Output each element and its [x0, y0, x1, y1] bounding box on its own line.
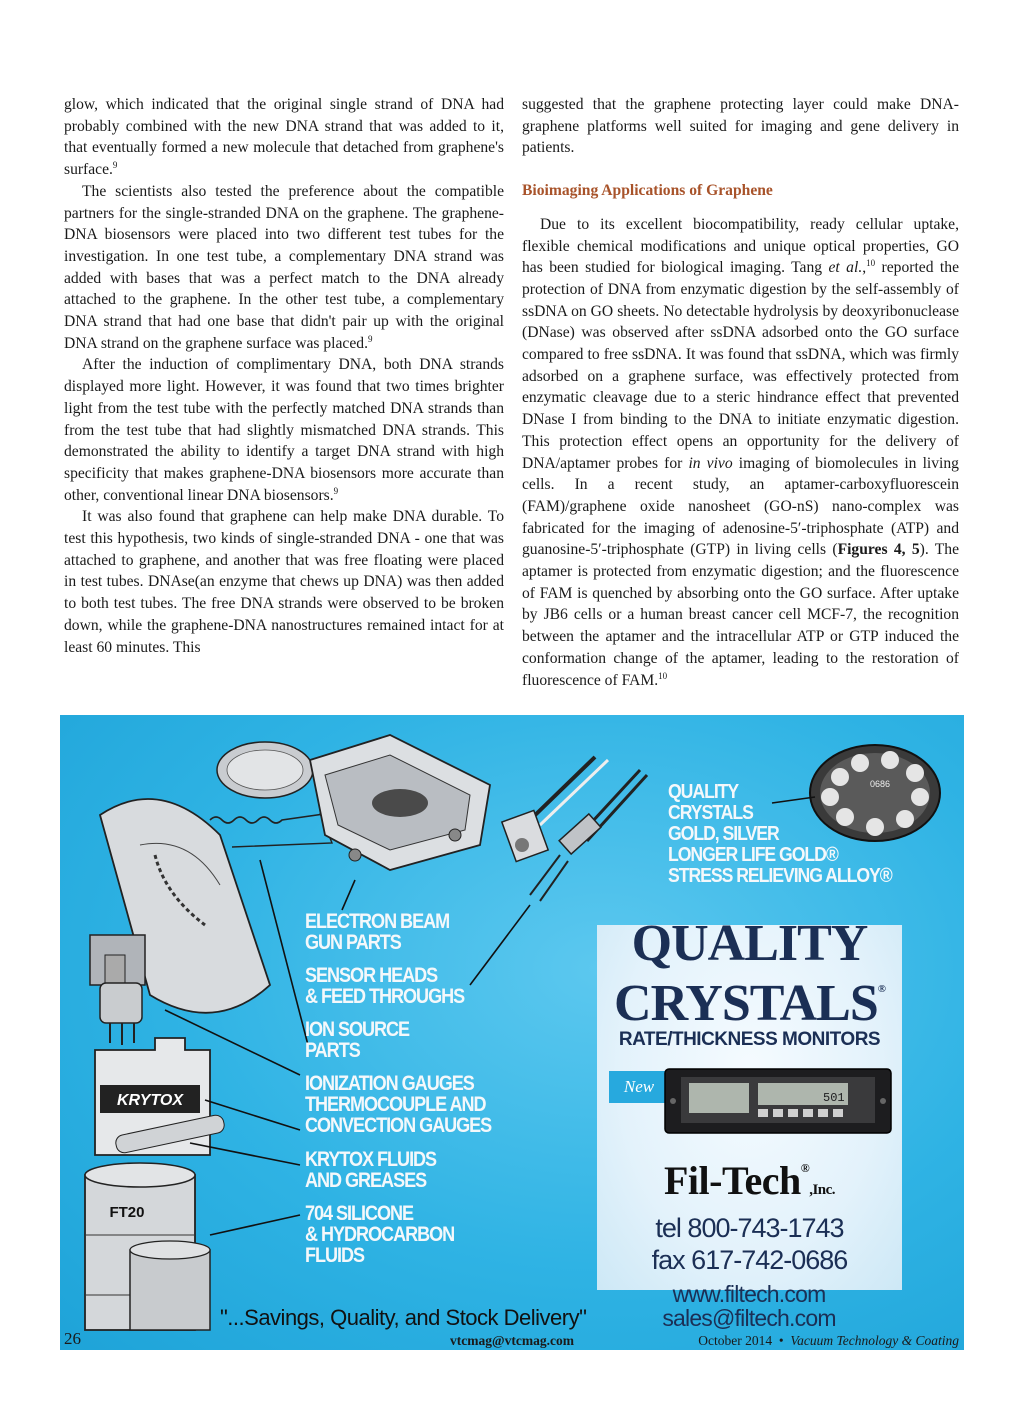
- page-number: 26: [64, 1329, 81, 1348]
- sensor-code-text: 0686: [869, 779, 891, 789]
- ad-product-panel: [597, 915, 902, 1290]
- contact-email[interactable]: sales@filtech.com: [662, 1305, 836, 1331]
- quality-crystals-list: [668, 781, 928, 886]
- paragraph: It was also found that graphene can help make DNA durable. To test this hypothesis, two kinds of single-stranded DNA - one that was attached to graphene, and another that was free floating were placed in test tubes. DNAse(an enzyme that chews up DNA) was then added to both test tubes. The free DNA strands were observed to be broken down, while the graphene-DNA nanostructures remained intact for at least 60 minutes. This: [64, 508, 504, 656]
- website-url[interactable]: www.filtech.com: [672, 1281, 826, 1307]
- paragraph: Due to its excellent biocompatibility, ready cellular uptake, flexible chemical modifications and unique optical properties, GO has been studied for biological imaging. Tang et al.,$^{10}$ reported the protection of DNA from enzymatic digestion by the self-assembly of ssDNA on GO sheets. No detectable hydrolysis by deoxyribonuclease (DNase) was observed after ssDNA adsorbed onto the GO surface compared to free ssDNA. It was found that ssDNA, which was firmly adsorbed on a graphene surface, was effectively protected from enzymatic cleavage due to a steric hindrance effect that prevented DNase I from binding to the DNA to initiate enzymatic digestion. This protection effect opens an opportunity for the delivery of DNA/aptamer probes for in vivo imaging of biomolecules in living cells. In a recent study, an aptamer-carboxyfluorescein (FAM)/graphene oxide nanosheet (GO-nS) nano-complex was fabricated for the imaging of adenosine-5′-triphosphate (ATP) and guanosine-5′-triphosphate (GTP) in living cells (Figures 4, 5). The aptamer is protected from enzymatic digestion; and the fluorescence of FAM is quenched by absorbing onto the GO surface. After uptake by JB6 cells or a human breast cancer cell MCF-7, the recognition between the aptamer and the intracellular ATP or GTP induced the conformation change of the aptamer, leading to the restoration of fluorescence of FAM.$^{10}$: [522, 215, 960, 689]
- electron-beam-gun-icon: [310, 735, 490, 870]
- citation-ref: 10: [866, 258, 876, 269]
- feature-ion-source: ION SOURCE PARTS: [305, 1018, 410, 1062]
- target-disc-icon: [217, 742, 313, 798]
- product-line: STRESS RELIEVING ALLOY®: [668, 864, 892, 887]
- product-line: LONGER LIFE GOLD®: [668, 843, 838, 866]
- headline-crystals: CRYSTALS®: [614, 975, 885, 1032]
- sensor-head-icon: [502, 757, 608, 862]
- feature-electron-beam: ELECTRON BEAM GUN PARTS: [305, 910, 450, 954]
- product-line: CRYSTALS: [668, 801, 753, 824]
- feature-krytox: KRYTOX FLUIDS AND GREASES: [305, 1148, 437, 1192]
- left-column: [64, 94, 504, 658]
- footer-email[interactable]: vtcmag@vtcmag.com: [450, 1333, 574, 1348]
- citation-ref: 9: [112, 159, 118, 170]
- paragraph: The scientists also tested the preference about the compatible partners for the single-stranded DNA on the graphene. The graphene-DNA biosensors were placed into two different test tubes for the investigation. In one test tube, a complementary DNA strand was added with bases that was a perfect match to the DNA already attached to the graphene. In the other test tube, a complementary DNA strand that had one base that didn't pair up with the original DNA strand on the graphene surface was placed.$^9$: [64, 182, 504, 352]
- thickness-monitor-icon: [663, 1065, 893, 1137]
- phone-number: tel 800-743-1743: [655, 1213, 844, 1243]
- feature-ionization-gauges: IONIZATION GAUGES THERMOCOUPLE AND CONVECTION GAUGES: [305, 1072, 492, 1137]
- product-line: GOLD, SILVER: [668, 822, 779, 845]
- svg-text:KRYTOX: KRYTOX: [116, 1092, 184, 1109]
- figure-reference: Figures 4, 5: [837, 541, 920, 559]
- citation-ref: 9: [333, 485, 339, 496]
- feature-sensor-heads: SENSOR HEADS & FEED THROUGHS: [305, 964, 465, 1008]
- product-line: QUALITY: [668, 780, 739, 803]
- paragraph: suggested that the graphene protecting layer could make DNA-graphene platforms well suited for imaging and gene delivery in patients.: [522, 96, 959, 157]
- krytox-jug-icon: [95, 1038, 226, 1155]
- new-badge: New: [609, 1071, 669, 1103]
- headline-quality: QUALITY: [631, 915, 868, 972]
- feedthrough-icon: [530, 770, 647, 901]
- ft20-can-icon: [85, 1163, 210, 1330]
- issue-line: October 2014 • Vacuum Technology & Coating: [698, 1333, 959, 1348]
- ad-slogan: "...Savings, Quality, and Stock Delivery": [220, 1305, 587, 1330]
- brand-name: Fil-Tech®,Inc.: [663, 1158, 836, 1203]
- paragraph: glow, which indicated that the original single strand of DNA had probably combined with the new DNA strand that was added to it, that eventually formed a new molecule that detached from graphene's surface.$^9$: [64, 96, 504, 179]
- citation-ref: 9: [367, 333, 373, 344]
- citation-ref: 10: [658, 670, 668, 681]
- svg-text:FT20: FT20: [109, 1204, 145, 1221]
- right-column: [522, 94, 959, 691]
- filtech-advertisement: [60, 715, 964, 1350]
- svg-text:501: 501: [823, 1091, 845, 1105]
- paragraph: After the induction of complimentary DNA, both DNA strands displayed more light. However, it was found that two times brighter light from the test tube with the perfectly matched DNA strands than from the test tube that had slightly mismatched DNA strands. This demonstrated the ability to identify a target DNA strand with high specificity that makes graphene-DNA biosensors more accurate than other, conventional linear DNA biosensors.$^9$: [64, 356, 504, 504]
- rate-thickness-monitors: RATE/THICKNESS MONITORS: [618, 1029, 881, 1050]
- fax-number: fax 617-742-0686: [651, 1245, 848, 1275]
- section-heading: Bioimaging Applications of Graphene: [522, 182, 773, 200]
- feature-silicone: 704 SILICONE & HYDROCARBON FLUIDS: [305, 1202, 455, 1267]
